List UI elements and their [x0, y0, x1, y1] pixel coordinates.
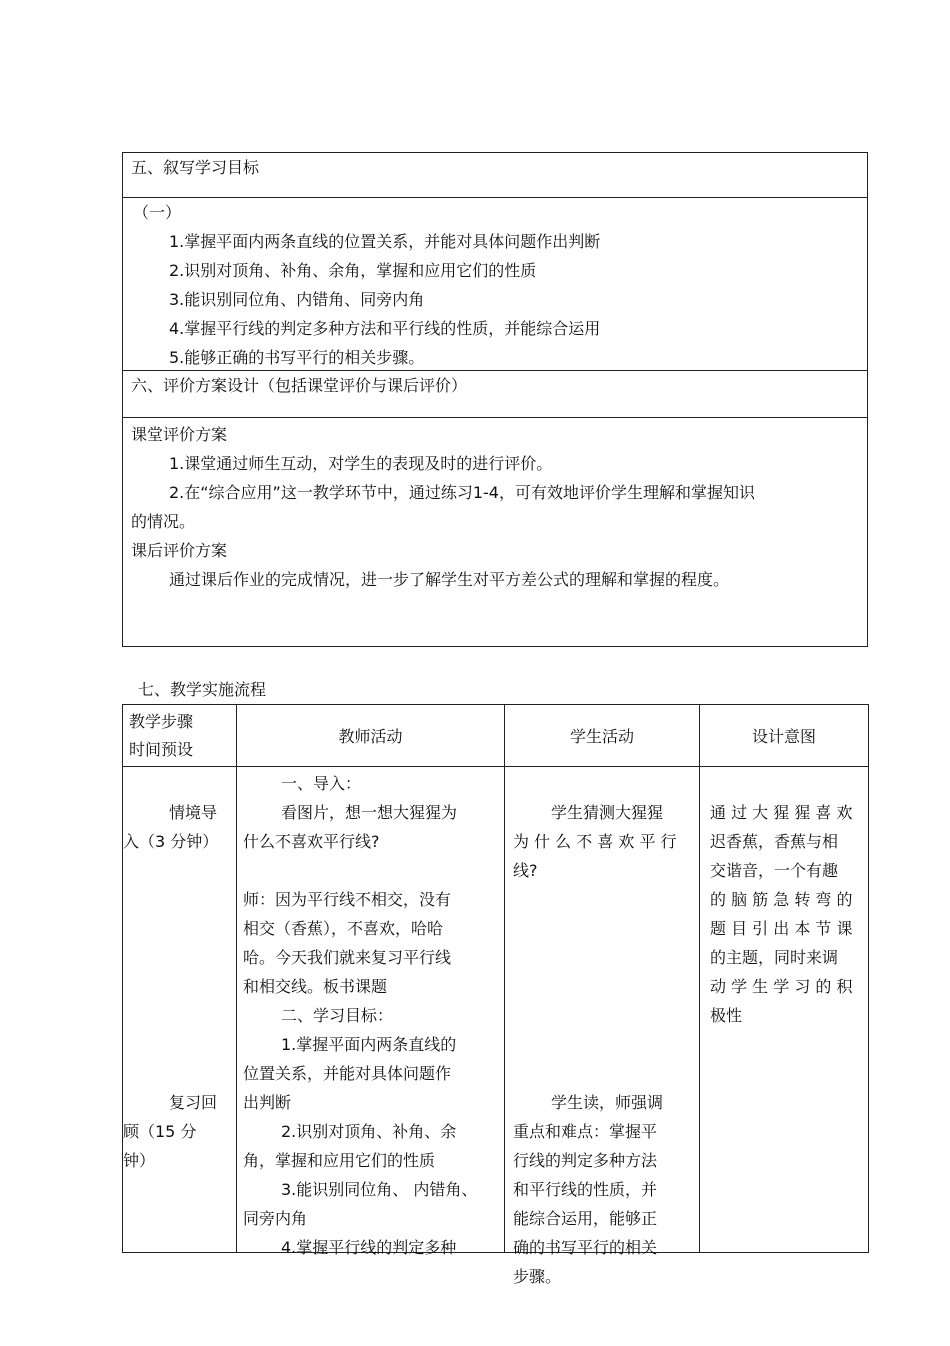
- class-eval-item-1: 1.课堂通过师生互动，对学生的表现及时的进行评价。: [169, 454, 553, 473]
- student-line: 和平行线的性质，并: [513, 1180, 658, 1199]
- after-eval-title: 课后评价方案: [131, 541, 228, 560]
- section7-title: 七、教学实施流程: [138, 680, 267, 699]
- teacher-line: 相交（香蕉），不喜欢，哈哈: [243, 919, 444, 938]
- step2-line2: 顾（15 分: [123, 1122, 197, 1141]
- objective-item-4: 4.掌握平行线的判定多种方法和平行线的性质，并能综合运用: [169, 319, 601, 338]
- step1-line1: 情境导: [169, 803, 218, 822]
- intent-line: 极性: [710, 1006, 743, 1025]
- intent-line: 动 学 生 学 习 的 积: [710, 977, 853, 996]
- header-step-cell: [123, 705, 237, 767]
- teacher-line: 师：因为平行线不相交，没有: [243, 890, 452, 909]
- objectives-subheading: （一）: [133, 203, 182, 222]
- teacher-line: 出判断: [243, 1093, 292, 1112]
- intent-line: 的主题，同时来调: [710, 948, 839, 967]
- class-eval-item-2a: 2.在“综合应用”这一教学环节中，通过练习1-4，可有效地评价学生理解和掌握知识: [169, 483, 755, 502]
- intent-line: 通 过 大 猩 猩 喜 欢: [710, 803, 853, 822]
- objectives-title-box: [122, 152, 868, 198]
- header-student: 学生活动: [505, 705, 700, 767]
- after-eval-text: 通过课后作业的完成情况，进一步了解学生对平方差公式的理解和掌握的程度。: [169, 570, 730, 589]
- step2-line1: 复习回: [169, 1093, 218, 1112]
- step-cell: [123, 767, 237, 1253]
- section5-title: 五、叙写学习目标: [131, 158, 260, 177]
- objectives-body-box: [122, 197, 868, 371]
- header-step-line1: 教学步骤: [129, 711, 194, 731]
- header-teacher: 教师活动: [237, 705, 505, 767]
- class-eval-title: 课堂评价方案: [131, 425, 228, 444]
- student-line: 能综合运用，能够正: [513, 1209, 658, 1228]
- teaching-flow-table: [122, 704, 869, 1286]
- intent-line: 的 脑 筋 急 转 弯 的: [710, 890, 853, 909]
- intent-line: 题 目 引 出 本 节 课: [710, 919, 853, 938]
- objective-item-1: 1.掌握平面内两条直线的位置关系，并能对具体问题作出判断: [169, 232, 601, 251]
- teacher-line: 位置关系，并能对具体问题作: [243, 1064, 452, 1083]
- teacher-line: 哈。今天我们就来复习平行线: [243, 948, 452, 967]
- intent-line: 交谐音，一个有趣: [710, 861, 839, 880]
- student-line: 学生猜测大猩猩: [551, 803, 664, 822]
- teacher-line: 4.掌握平行线的判定多种: [281, 1238, 457, 1257]
- teacher-line: 1.掌握平面内两条直线的: [281, 1035, 457, 1054]
- teacher-line: 和相交线。板书课题: [243, 977, 388, 996]
- class-eval-item-2b: 的情况。: [131, 512, 196, 531]
- teacher-line: 2.识别对顶角、补角、余: [281, 1122, 457, 1141]
- teacher-line: [243, 856, 477, 885]
- section6-title: 六、评价方案设计（包括课堂评价与课后评价）: [131, 376, 468, 395]
- student-line: 学生读，师强调: [551, 1093, 664, 1112]
- evaluation-title-box: [122, 370, 868, 418]
- teacher-line: 二、学习目标：: [281, 1006, 394, 1025]
- objective-item-5: 5.能够正确的书写平行的相关步骤。: [169, 348, 425, 367]
- header-intent: 设计意图: [700, 705, 869, 767]
- teacher-line: 一、导入：: [281, 774, 362, 793]
- teacher-line: 同旁内角: [243, 1209, 308, 1228]
- header-step-line2: 时间预设: [129, 739, 194, 759]
- student-line: 线?: [513, 861, 538, 880]
- teacher-activity-cell: [237, 767, 505, 1257]
- design-intent-cell: [700, 767, 869, 1253]
- step2-line3: 钟）: [123, 1151, 156, 1170]
- student-line: 为 什 么 不 喜 欢 平 行: [513, 832, 677, 851]
- student-activity-cell: [505, 767, 700, 1286]
- teacher-line: 看图片，想一想大猩猩为: [281, 803, 458, 822]
- step1-line2: 入（3 分钟）: [123, 832, 219, 851]
- objective-item-3: 3.能识别同位角、内错角、同旁内角: [169, 290, 425, 309]
- intent-line: 迟香蕉，香蕉与相: [710, 832, 839, 851]
- student-line: 步骤。: [513, 1267, 562, 1286]
- student-line: 行线的判定多种方法: [513, 1151, 658, 1170]
- objective-item-2: 2.识别对顶角、补角、余角，掌握和应用它们的性质: [169, 261, 537, 280]
- teacher-line: 3.能识别同位角、 内错角、: [281, 1180, 478, 1199]
- evaluation-body-box: [122, 417, 868, 647]
- teacher-line: 角，掌握和应用它们的性质: [243, 1151, 436, 1170]
- student-line: 重点和难点：掌握平: [513, 1122, 658, 1141]
- student-line: 确的书写平行的相关: [513, 1238, 658, 1257]
- teacher-line: 什么不喜欢平行线?: [243, 832, 380, 851]
